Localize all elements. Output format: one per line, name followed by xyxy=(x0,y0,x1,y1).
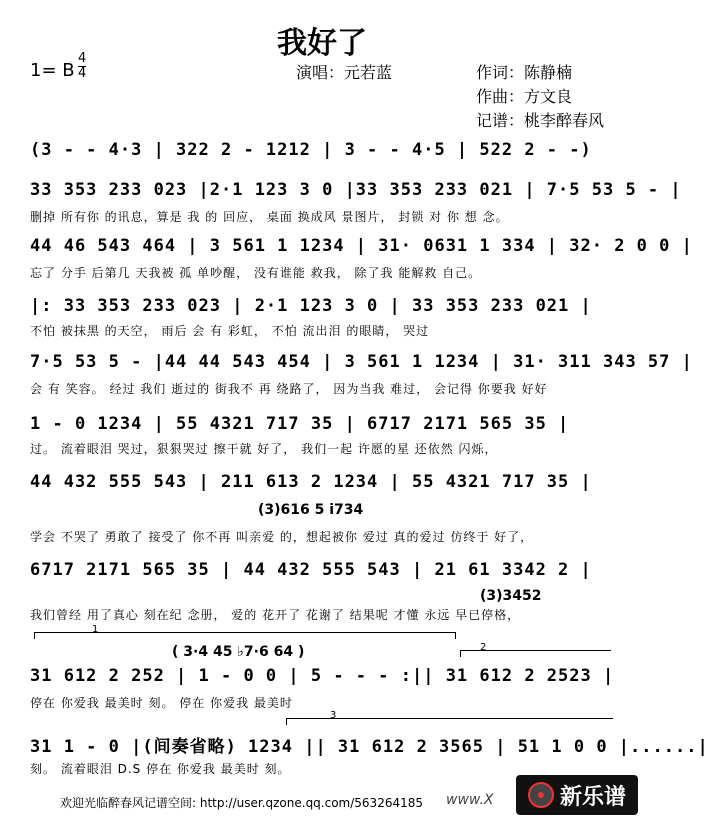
disc-icon xyxy=(528,782,554,808)
watermark: www.X xyxy=(446,792,494,808)
score-line-5-notes: 7·5 53 5 - |44 44 543 454 | 3 561 1 1234 | 31· 311 343 57 | xyxy=(30,352,693,372)
score-line-10-notes: 31 1 - 0 |(间奏省略) 1234 || 31 612 2 3565 | 51 1 0 0 |......| xyxy=(30,737,709,757)
score-line-7-notes: 44 432 555 543 | 211 613 2 1234 | 55 4321 717 35 | xyxy=(30,472,592,492)
volta-label-1: 1 xyxy=(92,624,99,635)
score-line-3-lyrics: 忘了 分手 后第几 天我被 孤 单吵醒， 没有谁能 救我， 除了我 能解救 自己。 xyxy=(30,266,482,280)
composer-credit: 作曲：方文良 xyxy=(476,87,573,106)
score-line-2-lyrics: 删掉 所有你 的讯息，算是 我 的 回应， 桌面 换成风 景图片， 封锁 对 你 想 念。 xyxy=(30,210,509,224)
time-sig-top: 4 xyxy=(78,51,87,66)
site-logo xyxy=(516,775,638,815)
logo-text: 新乐谱 xyxy=(559,784,626,810)
score-line-10-lyrics: 刻。 流着眼泪 D.S 停在 你爱我 最美时 刻。 xyxy=(30,762,291,776)
volta-label-2: 2 xyxy=(480,642,487,653)
transcriber-credit: 记谱：桃李醉春风 xyxy=(476,111,605,130)
score-line-6-lyrics: 过。 流着眼泪 哭过，狠狠哭过 擦干就 好了， 我们一起 许愿的星 还依然 闪烁， xyxy=(30,442,498,456)
time-sig-bottom: 4 xyxy=(78,66,87,81)
cross-note-3: ( 3·4 45 ♭7·6 64 ) xyxy=(172,644,305,660)
footer-link[interactable]: 欢迎光临醉春风记谱空间: http://user.qzone.qq.com/563264185 xyxy=(60,796,424,810)
volta-label-3: 3 xyxy=(330,710,337,721)
score-line-6-notes: 1 - 0 1234 | 55 4321 717 35 | 6717 2171 565 35 | xyxy=(30,414,570,434)
score-line-3-notes: 44 46 543 464 | 3 561 1 1234 | 31· 0631 1 334 | 32· 2 0 0 | xyxy=(30,236,693,256)
score-line-8-lyrics: 我们曾经 用了真心 刻在纪 念册， 爱的 花开了 花谢了 结果呢 才懂 永远 早已停格， xyxy=(30,608,521,622)
score-line-7-lyrics: 学会 不哭了 勇敢了 接受了 你不再 叫亲爱 的，想起被你 爱过 真的爱过 仿终于 好了， xyxy=(30,530,534,544)
time-signature xyxy=(78,52,86,81)
key-signature: 1= B xyxy=(30,60,75,81)
cross-note-2: (3)3452 xyxy=(480,588,542,604)
score-line-5-lyrics: 会 有 笑容。 经过 我们 逝过的 街我不 再 绕路了， 因为当我 难过， 会记得 你要我 好好 xyxy=(30,382,548,396)
score-line-2-notes: 33 353 233 023 |2·1 123 3 0 |33 353 233 021 | 7·5 53 5 - | xyxy=(30,180,682,200)
song-title: 我好了 xyxy=(277,26,367,61)
score-line-1-notes: (3 - - 4·3 | 322 2 - 1212 | 3 - - 4·5 | 522 2 - -) xyxy=(30,140,592,160)
singer-credit: 演唱：元若蓝 xyxy=(296,63,393,82)
cross-note-1: (3)616 5 i734 xyxy=(258,502,364,518)
score-line-4-notes: |: 33 353 233 023 | 2·1 123 3 0 | 33 353 233 021 | xyxy=(30,296,592,316)
score-line-9-notes: 31 612 2 252 | 1 - 0 0 | 5 - - - :|| 31 612 2 2523 | xyxy=(30,666,615,686)
score-line-9-lyrics: 停在 你爱我 最美时 刻。 停在 你爱我 最美时 xyxy=(30,696,293,710)
score-line-8-notes: 6717 2171 565 35 | 44 432 555 543 | 21 61 3342 2 | xyxy=(30,560,592,580)
lyricist-credit: 作词：陈静楠 xyxy=(476,63,573,82)
score-line-4-lyrics: 不怕 被抹黑 的天空， 雨后 会 有 彩虹， 不怕 流出泪 的眼睛， 哭过 xyxy=(30,324,430,338)
